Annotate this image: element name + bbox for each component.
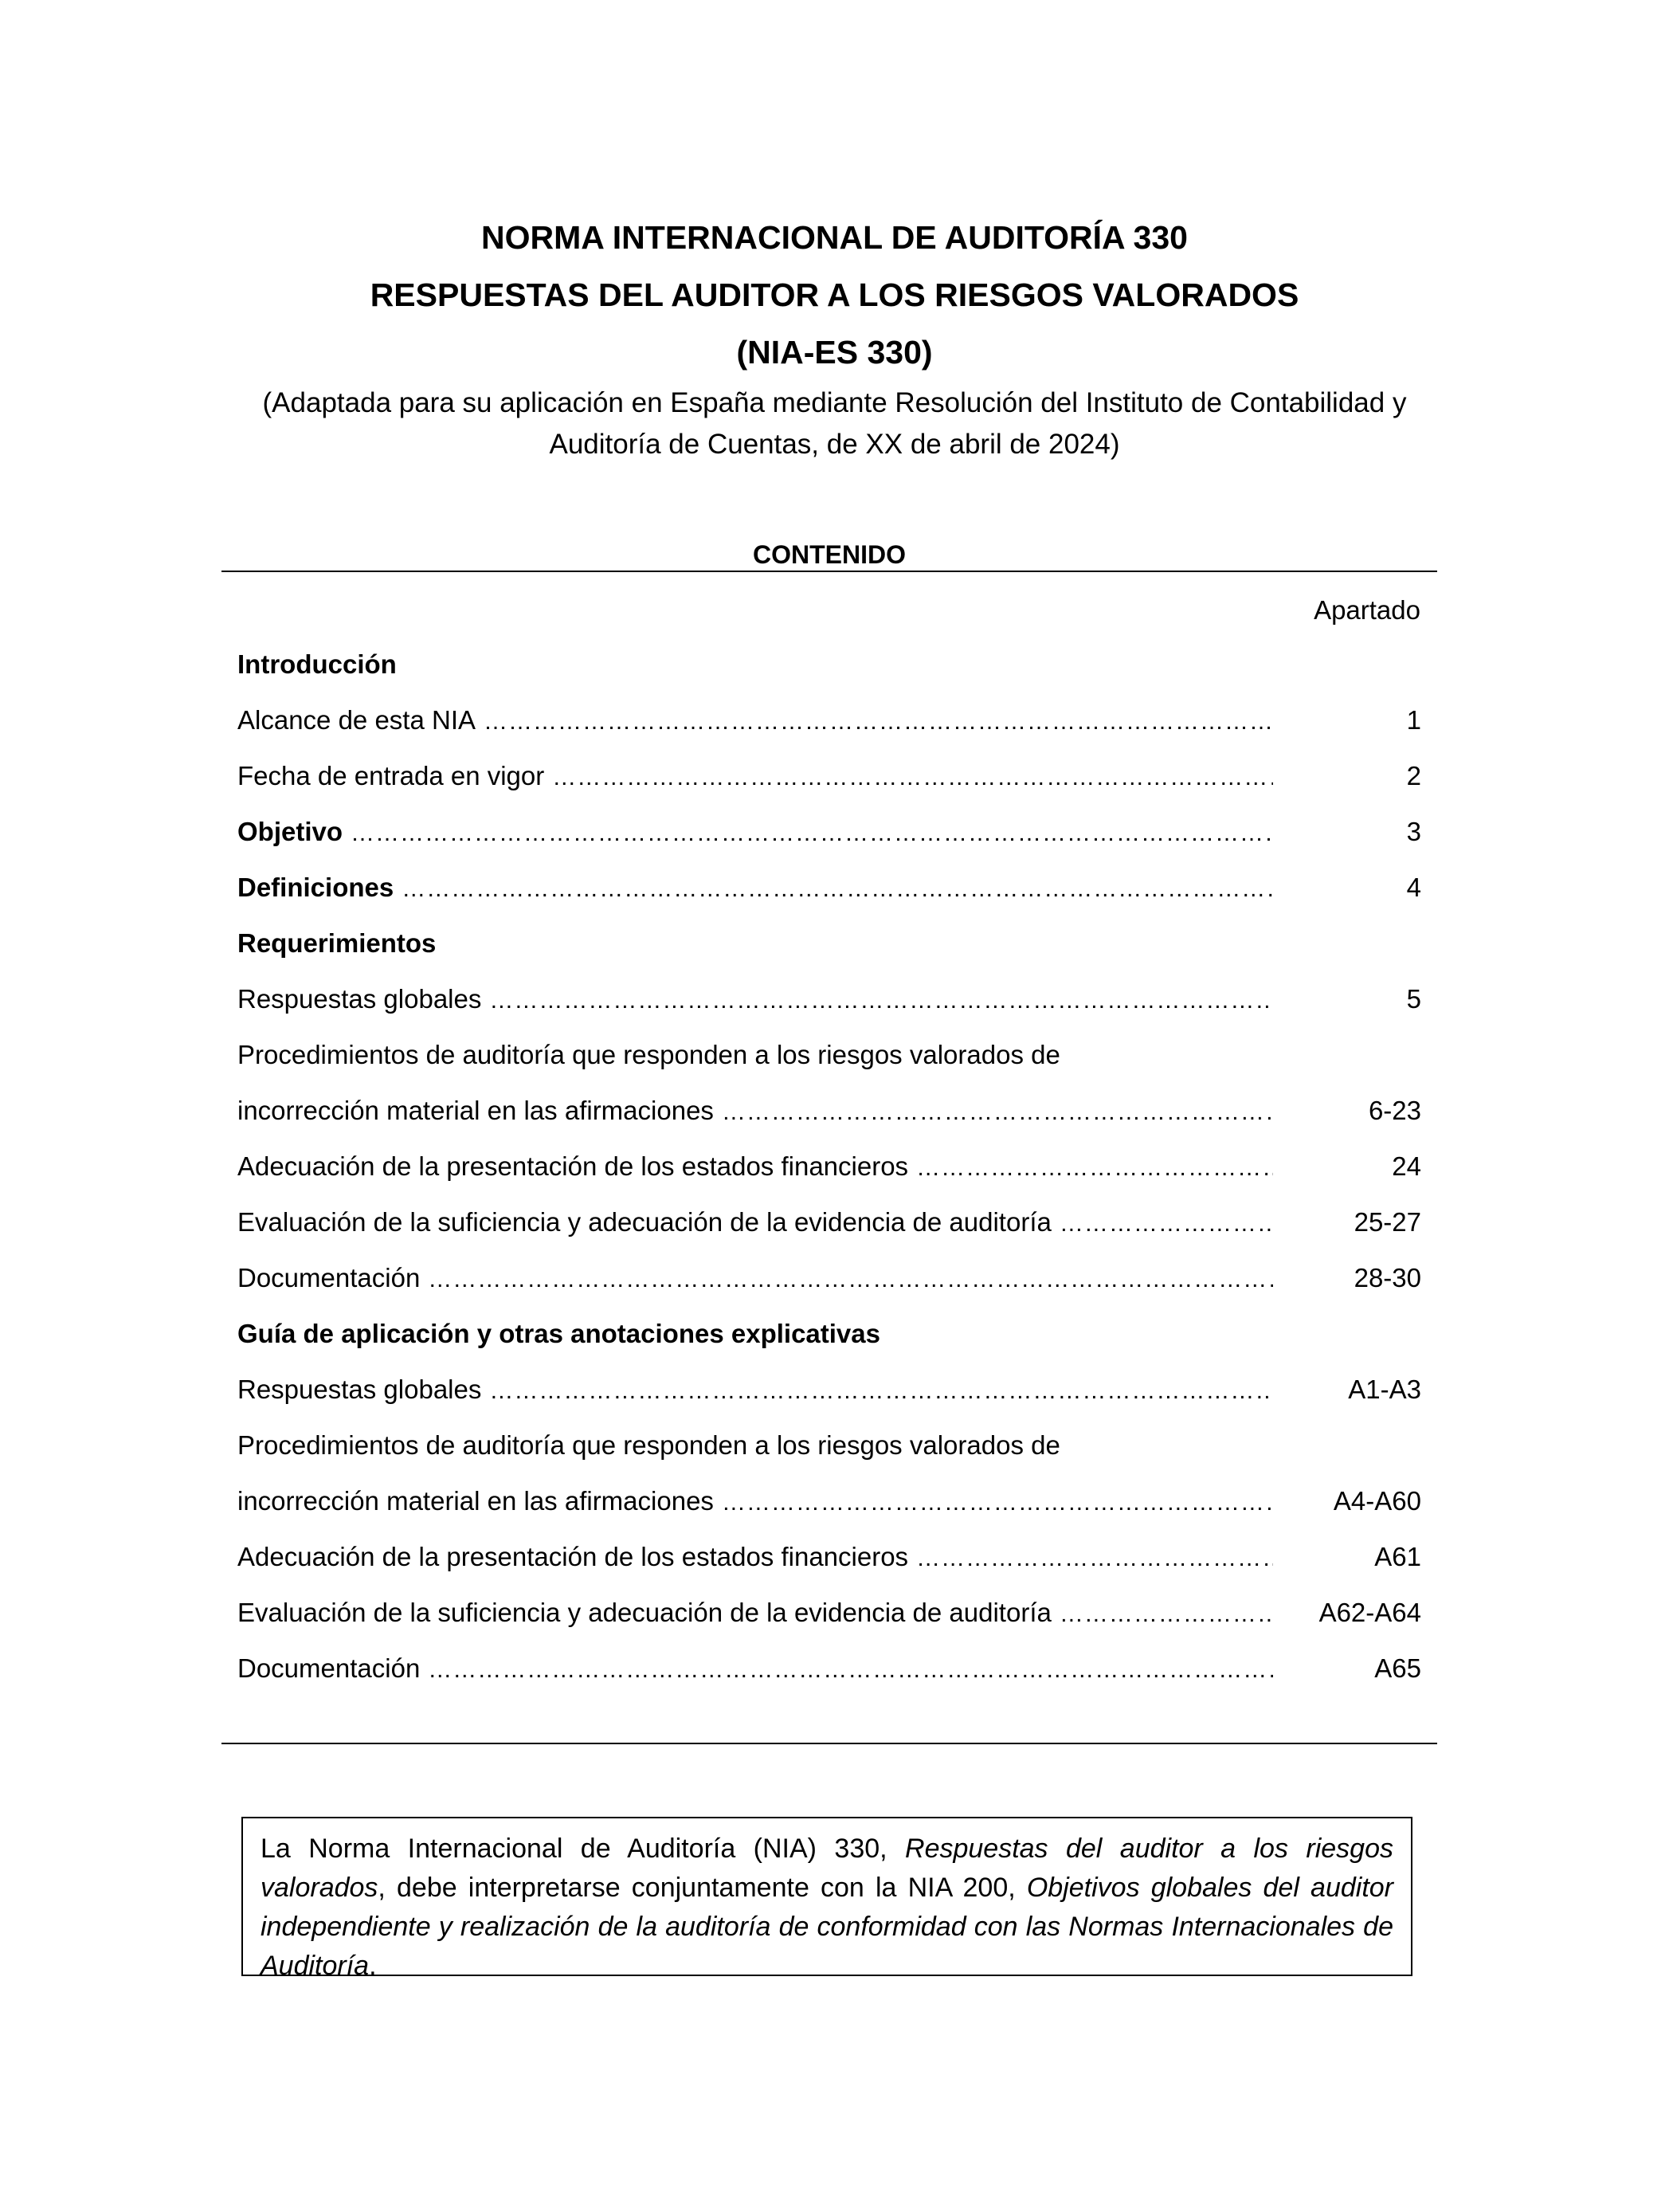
toc-entry bbox=[237, 1369, 1273, 1412]
toc-entry bbox=[237, 1090, 1273, 1133]
toc-paragraph-ref: 2 bbox=[1406, 761, 1421, 790]
toc-row bbox=[237, 1481, 1421, 1536]
toc-paragraph-ref: 25-27 bbox=[1354, 1207, 1421, 1237]
toc-dot-leader bbox=[428, 1259, 1273, 1300]
subtitle-line-1: (Adaptada para su aplicación en España mediante Resolución del Instituto de Contabilidad y bbox=[262, 387, 1407, 418]
note-text-3: , debe interpretarse conjuntamente con la NIA 200, bbox=[378, 1873, 1027, 1903]
toc-row bbox=[237, 1090, 1421, 1146]
toc-paragraph-ref: A65 bbox=[1374, 1653, 1421, 1683]
toc-entry-label: Requerimientos bbox=[237, 928, 437, 958]
toc-entry bbox=[237, 644, 1273, 685]
toc-row bbox=[237, 1257, 1421, 1313]
toc-entry-label: Fecha de entrada en vigor bbox=[237, 761, 545, 790]
toc-row bbox=[237, 1313, 1421, 1369]
toc-entry bbox=[237, 700, 1273, 743]
toc-entry bbox=[237, 1481, 1273, 1524]
toc-dot-leader bbox=[916, 1538, 1273, 1579]
toc-row bbox=[237, 1536, 1421, 1592]
toc-entry bbox=[237, 1648, 1273, 1691]
toc-entry bbox=[237, 811, 1273, 854]
toc-entry bbox=[237, 923, 1273, 964]
toc-row bbox=[237, 1369, 1421, 1425]
contents-top-rule bbox=[221, 571, 1437, 572]
toc-dot-leader bbox=[351, 813, 1273, 854]
toc-paragraph-ref: 4 bbox=[1406, 873, 1421, 902]
toc-row bbox=[237, 1034, 1421, 1090]
toc-dot-leader bbox=[402, 869, 1273, 910]
toc-entry bbox=[237, 979, 1273, 1022]
toc-entry-label: Documentación bbox=[237, 1263, 421, 1292]
toc-row bbox=[237, 1648, 1421, 1704]
toc-paragraph-ref: 28-30 bbox=[1354, 1263, 1421, 1292]
toc-entry bbox=[237, 1313, 1273, 1355]
note-text-1: La Norma Internacional de Auditoría (NIA) 330, bbox=[261, 1834, 906, 1864]
toc-entry-label: Objetivo bbox=[237, 817, 343, 846]
title-line-1: NORMA INTERNACIONAL DE AUDITORÍA 330 bbox=[481, 219, 1188, 256]
column-header-apartado: Apartado bbox=[1314, 595, 1420, 625]
toc-entry-label: Adecuación de la presentación de los estados financieros bbox=[237, 1542, 909, 1571]
toc-entry-label: Procedimientos de auditoría que responden a los riesgos valorados de bbox=[237, 1430, 1060, 1460]
toc-entry-label: Evaluación de la suficiencia y adecuación de la evidencia de auditoría bbox=[237, 1598, 1052, 1627]
toc-paragraph-ref: 5 bbox=[1406, 984, 1421, 1014]
toc-row bbox=[237, 755, 1421, 811]
toc-paragraph-ref: 1 bbox=[1406, 705, 1421, 735]
contents-heading: CONTENIDO bbox=[753, 540, 906, 569]
table-of-contents bbox=[237, 644, 1421, 1704]
toc-paragraph-ref: A1-A3 bbox=[1348, 1375, 1421, 1404]
toc-dot-leader bbox=[484, 701, 1273, 743]
toc-dot-leader bbox=[722, 1092, 1273, 1133]
toc-row bbox=[237, 644, 1421, 700]
note-text-4-italic: Objetivos globales del auditor independiente y realización de la auditoría de conformidad con las Normas Internacionales de Auditoría bbox=[261, 1873, 1393, 1981]
toc-entry-label: Respuestas globales bbox=[237, 1375, 482, 1404]
subtitle-block bbox=[0, 382, 1669, 465]
toc-entry-label: Adecuación de la presentación de los estados financieros bbox=[237, 1151, 909, 1181]
toc-entry-label: Documentación bbox=[237, 1653, 421, 1683]
toc-row bbox=[237, 700, 1421, 755]
toc-row bbox=[237, 1425, 1421, 1481]
toc-row bbox=[237, 1202, 1421, 1257]
toc-entry bbox=[237, 755, 1273, 798]
toc-row bbox=[237, 923, 1421, 979]
toc-row bbox=[237, 811, 1421, 867]
toc-row bbox=[237, 979, 1421, 1034]
toc-paragraph-ref: A61 bbox=[1374, 1542, 1421, 1571]
subtitle-line-2: Auditoría de Cuentas, de XX de abril de 2024) bbox=[549, 429, 1120, 460]
toc-dot-leader bbox=[1060, 1594, 1273, 1635]
toc-paragraph-ref: A4-A60 bbox=[1333, 1486, 1421, 1516]
toc-entry-label: Guía de aplicación y otras anotaciones explicativas bbox=[237, 1319, 880, 1348]
toc-dot-leader bbox=[722, 1482, 1273, 1524]
note-box bbox=[241, 1817, 1412, 1981]
contents-bottom-rule bbox=[221, 1743, 1437, 1744]
toc-entry-label: incorrección material en las afirmaciones bbox=[237, 1486, 714, 1516]
toc-paragraph-ref: 3 bbox=[1406, 817, 1421, 846]
toc-entry bbox=[237, 1425, 1273, 1466]
toc-paragraph-ref: A62-A64 bbox=[1318, 1598, 1421, 1627]
toc-entry bbox=[237, 1146, 1273, 1189]
toc-entry-label: Introducción bbox=[237, 649, 397, 679]
toc-row bbox=[237, 1592, 1421, 1648]
toc-entry bbox=[237, 1536, 1273, 1579]
toc-dot-leader bbox=[916, 1147, 1273, 1189]
toc-entry bbox=[237, 1202, 1273, 1245]
toc-entry-label: Respuestas globales bbox=[237, 984, 482, 1014]
note-text-2-italic: Respuestas del auditor a los riesgos valorados bbox=[261, 1834, 1393, 1903]
title-line-3: (NIA-ES 330) bbox=[736, 334, 933, 371]
toc-dot-leader bbox=[1060, 1203, 1273, 1245]
toc-entry-label: Evaluación de la suficiencia y adecuación de la evidencia de auditoría bbox=[237, 1207, 1052, 1237]
toc-entry-label: Alcance de esta NIA bbox=[237, 705, 476, 735]
toc-entry bbox=[237, 1592, 1273, 1635]
toc-dot-leader bbox=[552, 757, 1273, 798]
toc-paragraph-ref: 6-23 bbox=[1368, 1096, 1421, 1125]
title-line-2: RESPUESTAS DEL AUDITOR A LOS RIESGOS VALORADOS bbox=[370, 276, 1299, 313]
toc-dot-leader bbox=[489, 980, 1273, 1022]
toc-row bbox=[237, 867, 1421, 923]
toc-dot-leader bbox=[489, 1371, 1273, 1412]
toc-entry bbox=[237, 867, 1273, 910]
toc-row bbox=[237, 1146, 1421, 1202]
toc-entry-label: Procedimientos de auditoría que responden a los riesgos valorados de bbox=[237, 1040, 1060, 1069]
toc-entry-label: Definiciones bbox=[237, 873, 394, 902]
toc-dot-leader bbox=[428, 1649, 1273, 1691]
note-text-5: . bbox=[369, 1951, 377, 1981]
toc-entry-label: incorrección material en las afirmaciones bbox=[237, 1096, 714, 1125]
toc-entry bbox=[237, 1034, 1273, 1076]
toc-paragraph-ref: 24 bbox=[1392, 1151, 1421, 1181]
title-block bbox=[0, 209, 1669, 381]
toc-entry bbox=[237, 1257, 1273, 1300]
